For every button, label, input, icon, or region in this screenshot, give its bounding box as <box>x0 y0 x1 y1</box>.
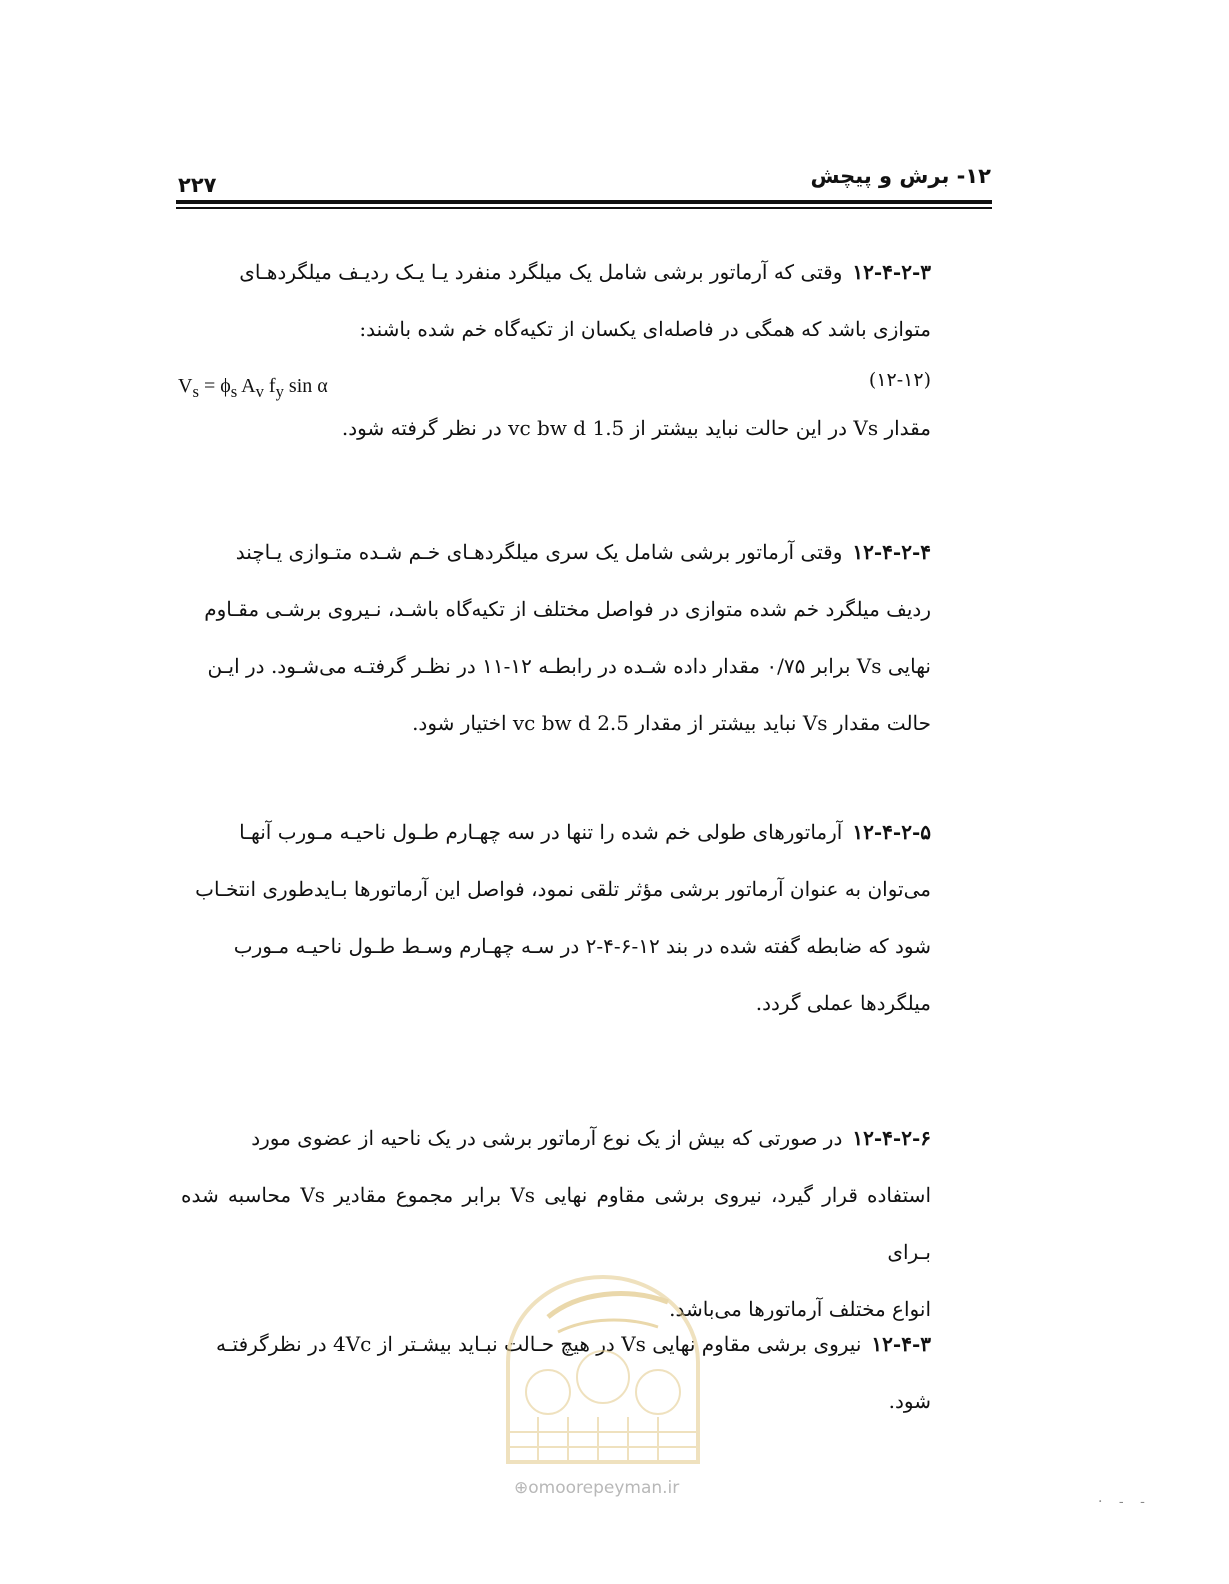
watermark-logo <box>488 1272 718 1472</box>
section-number: ۱۲-۴-۲-۴ <box>852 540 931 564</box>
watermark-url: ⊕omoorepeyman.ir <box>514 1478 680 1498</box>
paragraph-line: می‌توان به عنوان آرماتور برشی مؤثر تلقی نمود، فواصل این آرماتورها بـایدطوری انتخـاب <box>195 877 931 901</box>
section-number: ۱۲-۴-۳ <box>871 1332 931 1356</box>
paragraph-line: ۱۲-۴-۲-۶در صورتی که بیش از یک نوع آرماتور برشی در یک ناحیه از عضوی مورد <box>251 1126 931 1150</box>
paragraph-line: ۱۲-۴-۲-۵آرماتورهای طولی خم شده را تنها در سه چهـارم طـول ناحیـه مـورب آنهـا <box>239 820 931 844</box>
section-number: ۱۲-۴-۲-۶ <box>852 1126 931 1150</box>
paragraph-line: متوازی باشد که همگی در فاصله‌ای یکسان از تکیه‌گاه خم شده باشند: <box>359 317 931 341</box>
chapter-title: ۱۲- برش و پیچش <box>810 164 991 188</box>
section-12-4-2-5 <box>181 804 931 1032</box>
page-number: ۲۲۷ <box>178 173 217 197</box>
formula-limit-text: مقدار Vs در این حالت نباید بیشتر از 1.5 vc bw d در نظر گرفته شود. <box>341 416 931 440</box>
scan-specks: · - - <box>1098 1494 1151 1510</box>
paragraph-line: حالت مقدار Vs نباید بیشتر از مقدار 2.5 vc bw d اختیار شود. <box>412 711 931 735</box>
paragraph-line: نهایی Vs برابر ۰/۷۵ مقدار داده شـده در رابطـه ۱۲-۱۱ در نظـر گرفتـه می‌شـود. در ایـن <box>207 654 931 678</box>
section-number: ۱۲-۴-۲-۵ <box>852 820 931 844</box>
header-rule-thick <box>176 200 992 204</box>
paragraph-line: میلگردها عملی گردد. <box>755 991 931 1015</box>
header-rule-thin <box>176 207 992 209</box>
paragraph-line: ۱۲-۴-۳نیروی برشی مقاوم نهایی Vs در هیچ حـالت نبـاید بیشـتر از 4Vc در نظرگرفتـه <box>215 1332 931 1356</box>
formula: $V_s = \phi_s$ $A_v$ $f_y$ sin α <box>178 375 328 401</box>
paragraph-line: ردیف میلگرد خم شده متوازی در فواصل مختلف از تکیه‌گاه باشـد، نـیروی برشـی مقـاوم <box>204 597 931 621</box>
section-12-4-2-3 <box>181 244 931 358</box>
paragraph-line: انواع مختلف آرماتورها می‌باشد. <box>669 1297 931 1321</box>
paragraph-line: استفاده قرار گیرد، نیروی برشی مقاوم نهایی Vs برابر مجموع مقادیر Vs محاسبه شده بـرای <box>181 1183 931 1264</box>
paragraph-line: شود. <box>888 1389 931 1413</box>
equation-number: (۱۲-۱۲) <box>868 369 931 391</box>
paragraph-line: ۱۲-۴-۲-۴وقتی آرماتور برشی شامل یک سری میلگردهـای خـم شـده متـوازی یـاچند <box>235 540 931 564</box>
paragraph-line: ۱۲-۴-۲-۳وقتی که آرماتور برشی شامل یک میلگرد منفرد یـا یـک ردیـف میلگردهـای <box>239 260 931 284</box>
section-12-4-2-4 <box>181 524 931 752</box>
section-number: ۱۲-۴-۲-۳ <box>852 260 931 284</box>
paragraph-line: شود که ضابطه گفته شده در بند ۱۲-۶-۴-۲ در سـه چهـارم وسـط طـول ناحیـه مـورب <box>233 934 931 958</box>
